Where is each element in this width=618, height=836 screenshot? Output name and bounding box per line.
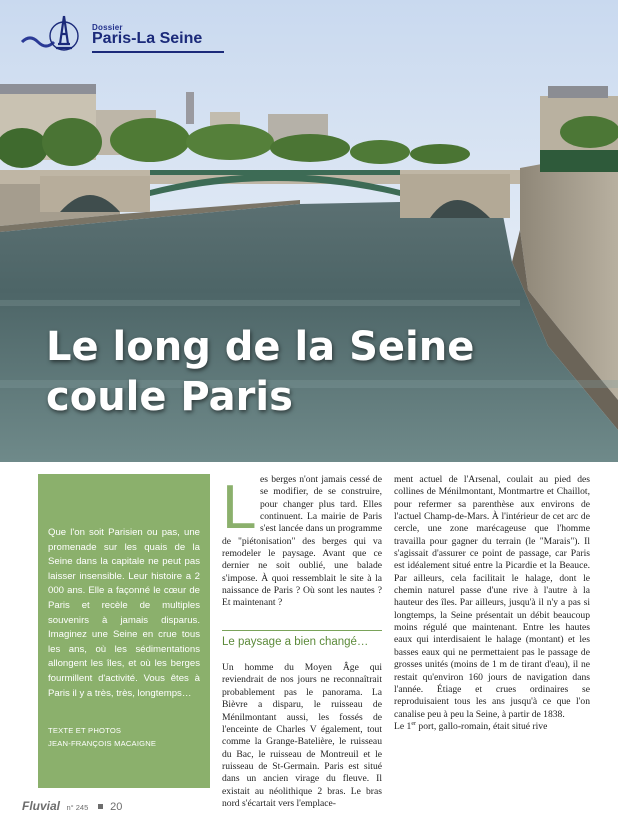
paragraph-4-prefix: Le 1 <box>394 720 412 732</box>
magazine-name: Fluvial <box>22 799 61 813</box>
headline <box>46 322 606 422</box>
intro-box <box>38 474 210 788</box>
headline-line-2: coule Paris <box>46 374 293 420</box>
dossier-kicker: Dossier <box>92 23 123 32</box>
paragraph-1: es berges n'ont jamais cessé de se modifier, de se construire, pour changer plus tard. Elles continuent. La mairie de Paris s'est lancée dans un programme de "piétonisation" des berges qui va remodeler le paysage. Avant que ce dernier ne soit oublié, une balade s'impose. À quoi ressemblait le site à la naissance de Paris ? Où sont les nautes ? Et maintenant ? <box>222 474 382 609</box>
page-number: 20 <box>110 801 123 813</box>
credit-line-1: TEXTE ET PHOTOS <box>48 726 122 736</box>
eiffel-tower-river-icon <box>20 14 90 54</box>
headline-line-1: Le long de la Seine <box>46 324 475 370</box>
square-bullet-icon <box>98 804 103 809</box>
subhead-block <box>222 630 382 648</box>
paragraph-3: ment actuel de l'Arsenal, coulait au pied des collines de Ménilmontant, Montmartre et Chaillot, pour refermer sa parenthèse aux environs de l'actuel Champ-de-Mars. À l'intérieur de cet arc de cercle, une zone marécageuse que l'homme travailla pour gagner du terrain (le "Marais"). Il s'agissait d'assurer ce point de passage, car Paris est idéalement situé entre la Picardie et la Beauce. Par ailleurs, cela facilitait le halage, dont le chemin naturel passe d'une rive à l'autre à la hauteur des îles. Par ailleurs, jusqu'à il n'y a pas si longtemps, la Seine présentait un débit beaucoup moins régulé que maintenant. Entre les hautes eaux qui interdisaient le halage (montant) et les basses eaux qui ne permettaient pas le passage de grosses unités (moins de 1 m de tirant d'eau), il ne restait qu'environ 160 jours de navigation dans l'année. Étiage et crues ordinaires se reproduisaient tous les ans jusqu'à ce que l'on canalise peu à peu la Seine, à partir de 1838. <box>394 474 590 720</box>
credit-line-2: JEAN-FRANÇOIS MACAIGNE <box>48 738 157 748</box>
page-footer <box>22 797 122 815</box>
ordinal-sup: er <box>411 720 416 727</box>
article-column-1 <box>222 474 382 810</box>
dossier-title: Paris-La Seine <box>92 30 203 47</box>
dossier-badge <box>20 14 220 58</box>
paragraph-4 <box>394 721 590 733</box>
dossier-underline <box>92 51 224 53</box>
article-column-2 <box>394 474 590 733</box>
paragraph-4-rest: port, gallo-romain, était situé rive <box>416 720 548 732</box>
intro-lead: Que l'on soit Parisien ou pas, une promenade sur les quais de la Seine dans la capitale ne peut pas laisser insensible. Leur histoire a 2 000 ans. Elle a façonné le cœur de Paris et recèle de multiples souvenirs à jamais disparus. Imaginez une Seine en crue tous les ans, où les sédimentations allongent les îles, et où les berges fourmillent d'activité. Vous êtes à Paris il y a très, très, longtemps… <box>48 527 200 699</box>
credit <box>48 725 200 750</box>
dropcap <box>222 476 256 532</box>
issue-number: n° 245 <box>66 803 89 812</box>
subhead: Le paysage a bien changé… <box>222 635 369 648</box>
dropcap-letter: L <box>222 476 256 532</box>
paragraph-2: Un homme du Moyen Âge qui reviendrait de nos jours ne reconnaîtrait probablement pas le panorama. La Bièvre a disparu, le ruisseau de Ménilmontant aussi, les fossés de l'enceinte de Charles V également, tout comme la Grange-Batelière, le ruisseau du Bac, le ruisseau de Montreuil et le ruisseau de St-Germain. Paris est situé dans un ancien virage du fleuve. Il existait au néolithique 2 bras. Le bras nord s'écartait vers l'emplace- <box>222 662 382 809</box>
